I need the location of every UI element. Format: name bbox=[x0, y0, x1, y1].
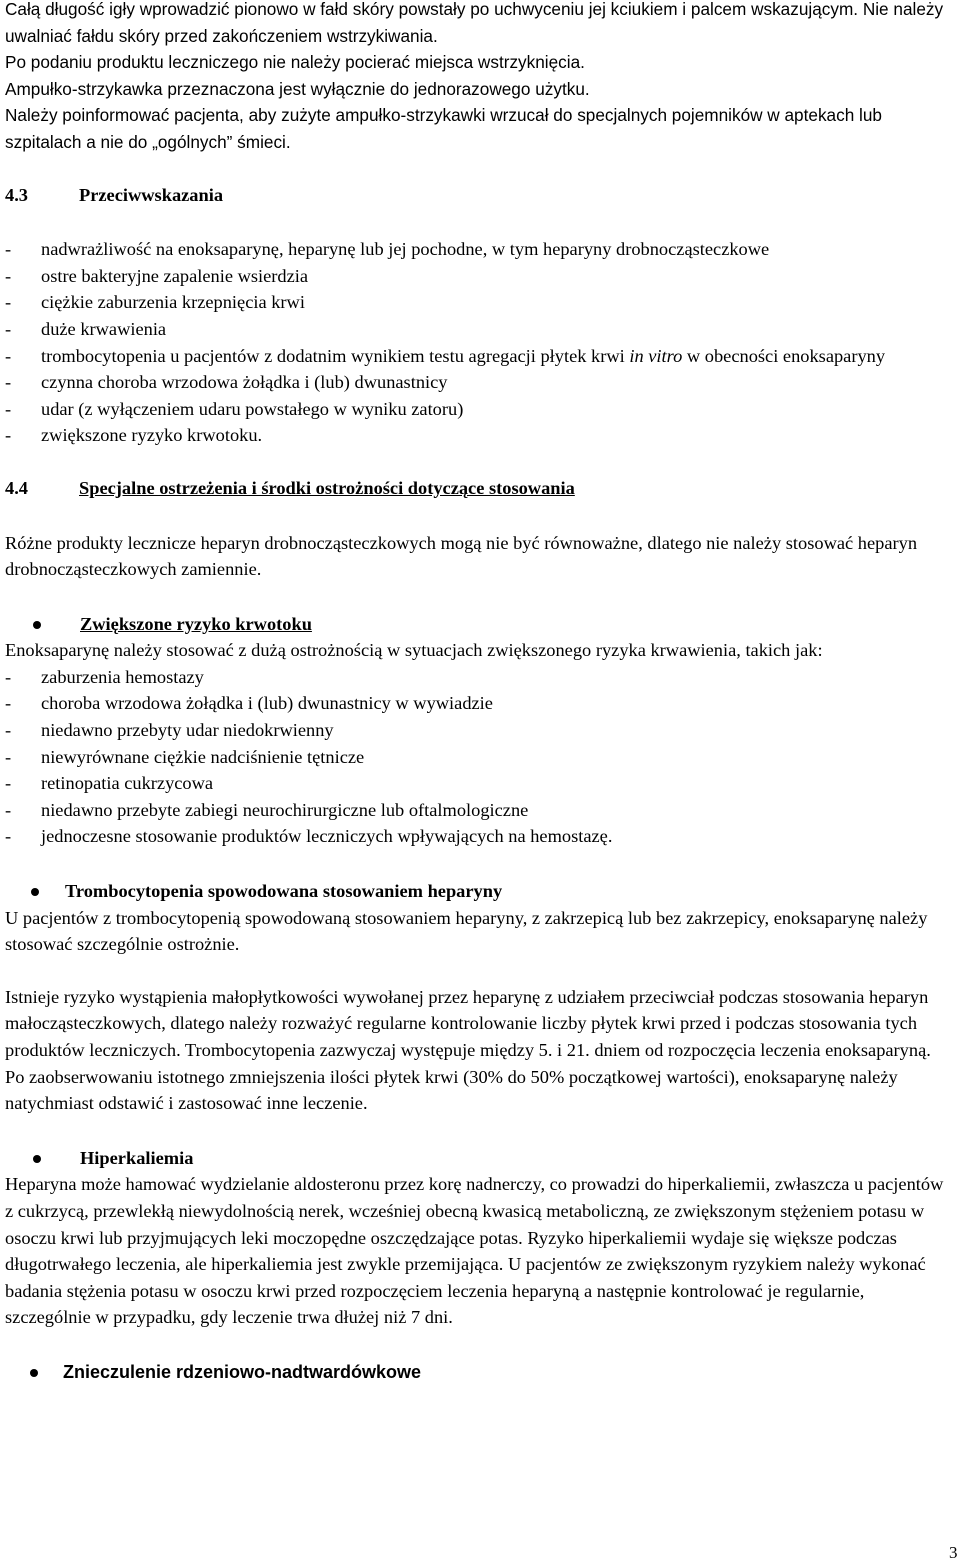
section-4-3-number: 4.3 bbox=[5, 184, 28, 205]
subheading-spinal-anesthesia: Znieczulenie rdzeniowo-nadtwardówkowe bbox=[5, 1359, 950, 1386]
list-item: - niewyrównane ciężkie nadciśnienie tętnicze bbox=[5, 744, 950, 771]
subheading-bleeding-risk: Zwiększone ryzyko krwotoku bbox=[5, 611, 950, 638]
list-item: - retinopatia cukrzycowa bbox=[5, 770, 950, 797]
list-item-italic: in vitro bbox=[629, 345, 683, 366]
intro-block bbox=[5, 0, 950, 156]
page-number: 3 bbox=[949, 1543, 958, 1562]
list-item: - ostre bakteryjne zapalenie wsierdzia bbox=[5, 263, 950, 290]
list-item: - czynna choroba wrzodowa żołądka i (lub) dwunastnicy bbox=[5, 369, 950, 396]
list-item: - niedawno przebyty udar niedokrwienny bbox=[5, 717, 950, 744]
subheading-thrombocytopenia: Trombocytopenia spowodowana stosowaniem heparyny bbox=[5, 878, 950, 905]
thrombocytopenia-paragraph-2: Istnieje ryzyko wystąpienia małopłytkowości wywołanej przez heparynę z udziałem przeciwciał podczas stosowania heparyn małocząsteczkowych, dlatego należy rozważyć regularne kontrolowanie liczby płytek krwi przed i podczas stosowania tych produktów leczniczych. Trombocytopenia zazwyczaj występuje między 5. i 21. dniem od rozpoczęcia leczenia enoksaparyną. Po zaobserwowaniu istotnego zmniejszenia ilości płytek krwi (30% do 50% początkowej wartości), enoksaparynę należy natychmiast odstawić i zastosować inne leczenie. bbox=[5, 986, 931, 1114]
list-item-text-end: w obecności enoksaparyny bbox=[682, 345, 886, 366]
section-4-4-intro: Różne produkty lecznicze heparyn drobnocząsteczkowych mogą nie być równoważne, dlatego nie należy stosować heparyn drobnocząsteczkowych zamiennie. bbox=[5, 532, 918, 580]
intro-paragraph-3: Ampułko-strzykawka przeznaczona jest wyłącznie do jednorazowego użytku. bbox=[5, 78, 590, 99]
section-4-3-title: Przeciwwskazania bbox=[79, 184, 224, 205]
intro-paragraph-1: Całą długość igły wprowadzić pionowo w fałd skóry powstały po uchwyceniu jej kciukiem i palcem wskazującym. Nie należy uwalniać fałdu skóry przed zakończeniem wstrzykiwania. bbox=[5, 0, 944, 46]
hyperkalemia-paragraph: Heparyna może hamować wydzielanie aldosteronu przez korę nadnerczy, co prowadzi do hiperkaliemii, zwłaszcza u pacjentów z cukrzycą, przewlekłą niewydolnością nerek, wcześniej obecną kwasicą metaboliczną, ze zwiększonym stężeniem potasu w osoczu krwi lub przyjmujących leki moczopędne oszczędzające potas. Ryzyko hiperkaliemii wydaje się większe podczas długotrwałego leczenia, ale hiperkaliemia jest zwykle przemijająca. U pacjentów ze zwiększonym ryzykiem należy wykonać badania stężenia potasu w osoczu krwi przed rozpoczęciem leczenia heparyną a następnie kontrolować je regularnie, szczególnie w przypadku, gdy leczenie trwa dłużej niż 7 dni. bbox=[5, 1174, 944, 1328]
bleeding-paragraph: Enoksaparynę należy stosować z dużą ostrożnością w sytuacjach zwiększonego ryzyka krwawienia, takich jak: bbox=[5, 640, 823, 661]
list-item: - udar (z wyłączeniem udaru powstałego w wyniku zatoru) bbox=[5, 396, 950, 423]
list-item-text: trombocytopenia u pacjentów z dodatnim wynikiem testu agregacji płytek krwi bbox=[41, 345, 630, 366]
list-item: - nadwrażliwość na enoksaparynę, heparynę lub jej pochodne, w tym heparyny drobnocząsteczkowe bbox=[5, 236, 950, 263]
subheading-hyperkalemia: Hiperkaliemia bbox=[5, 1145, 950, 1172]
list-item bbox=[5, 343, 950, 370]
bleeding-risk-list bbox=[5, 664, 950, 850]
intro-paragraph-4: Należy poinformować pacjenta, aby zużyte ampułko-strzykawki wrzucał do specjalnych pojemników w aptekach lub szpitalach a nie do „ogólnych” śmieci. bbox=[5, 105, 882, 152]
section-4-3-heading bbox=[5, 182, 950, 209]
list-item: - jednoczesne stosowanie produktów leczniczych wpływających na hemostazę. bbox=[5, 823, 950, 850]
section-4-4-number: 4.4 bbox=[5, 477, 28, 498]
list-item: - duże krwawienia bbox=[5, 316, 950, 343]
list-item: - choroba wrzodowa żołądka i (lub) dwunastnicy w wywiadzie bbox=[5, 690, 950, 717]
section-4-4-title: Specjalne ostrzeżenia i środki ostrożności dotyczące stosowania bbox=[79, 477, 575, 498]
document-page bbox=[5, 0, 950, 1386]
section-4-4-heading bbox=[5, 475, 950, 502]
list-item: - niedawno przebyte zabiegi neurochirurgiczne lub oftalmologiczne bbox=[5, 797, 950, 824]
list-item: - zwiększone ryzyko krwotoku. bbox=[5, 422, 950, 449]
intro-paragraph-2: Po podaniu produktu leczniczego nie należy pocierać miejsca wstrzyknięcia. bbox=[5, 52, 585, 73]
contraindications-list bbox=[5, 236, 950, 449]
list-item: - ciężkie zaburzenia krzepnięcia krwi bbox=[5, 289, 950, 316]
list-item: - zaburzenia hemostazy bbox=[5, 664, 950, 691]
thrombocytopenia-paragraph-1: U pacjentów z trombocytopenią spowodowaną stosowaniem heparyny, z zakrzepicą lub bez zakrzepicy, enoksaparynę należy stosować szczególnie ostrożnie. bbox=[5, 907, 928, 955]
